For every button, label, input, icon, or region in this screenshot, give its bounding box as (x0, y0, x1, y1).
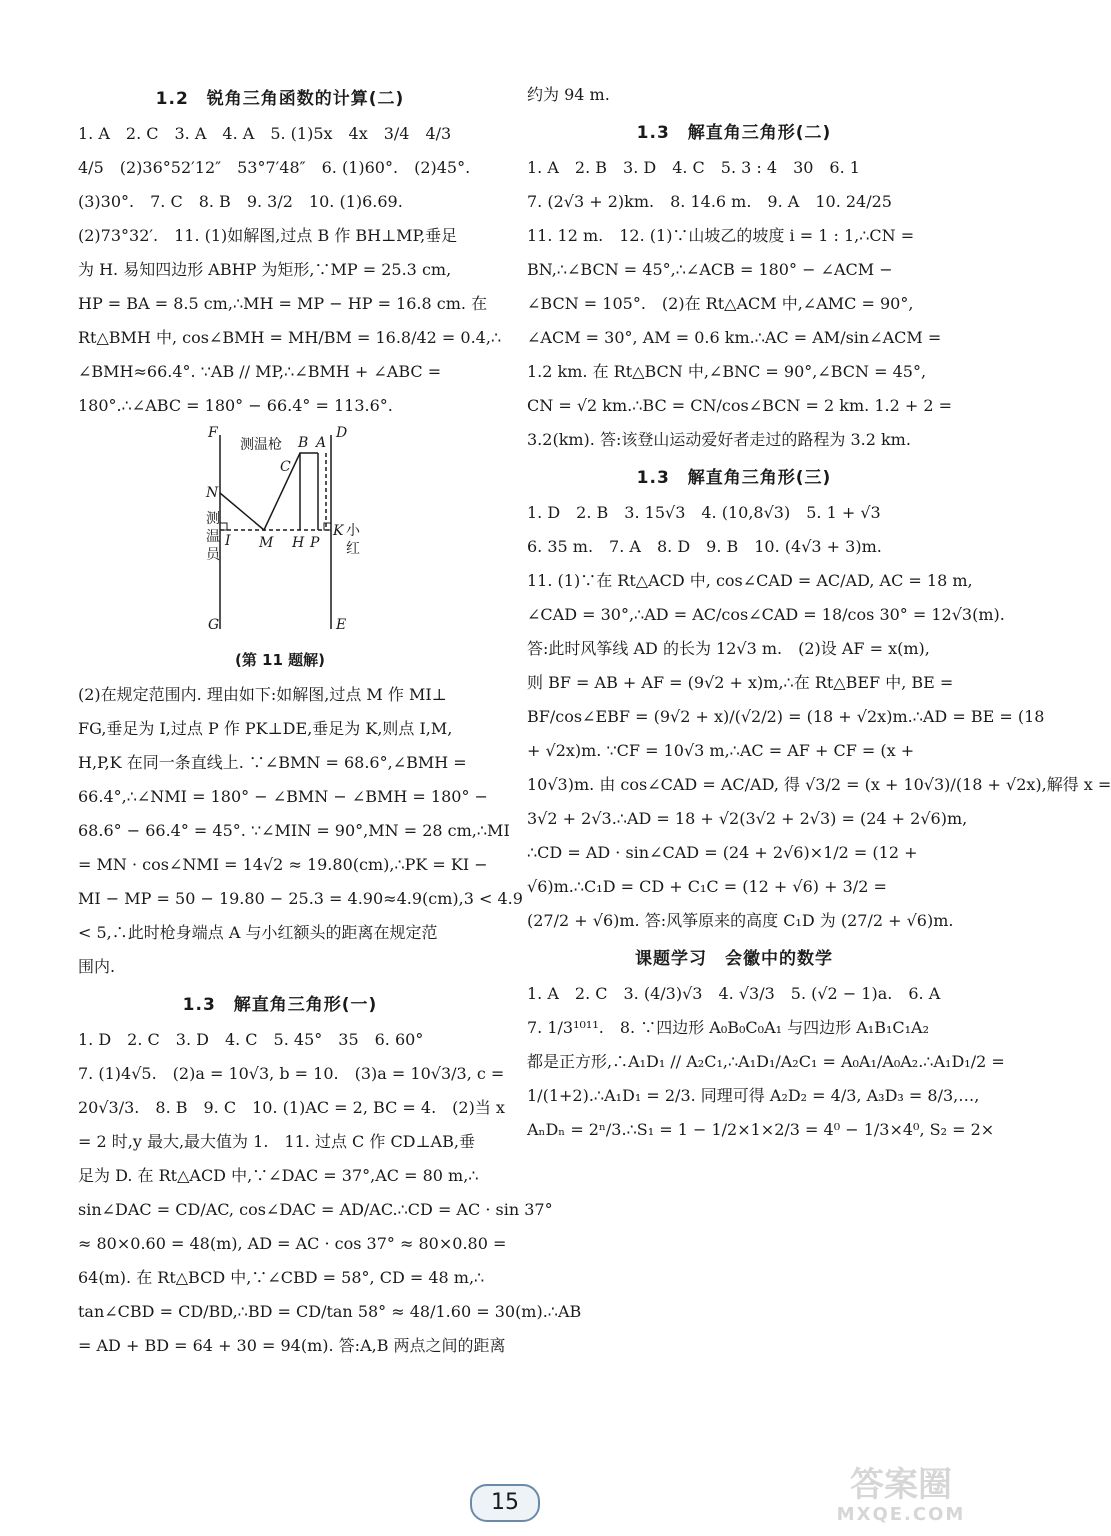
answer-line: 都是正方形,∴A₁D₁ // A₂C₁,∴A₁D₁/A₂C₁ = A₀A₁/A₀A₂.∴A₁D₁/2 = (527, 1052, 1005, 1071)
label-D: D (336, 425, 348, 441)
label-B: B (298, 435, 309, 451)
answer-line: AₙDₙ = 2ⁿ/3.∴S₁ = 1 − 1/2×1×2/3 = 4⁰ − 1/3×4⁰, S₂ = 2× (527, 1120, 995, 1139)
answer-line: 11. (1)∵在 Rt△ACD 中, cos∠CAD = AC/AD, AC = 18 m, (527, 571, 973, 590)
answer-line: (2)在规定范围内. 理由如下:如解图,过点 M 作 MI⊥ (78, 685, 447, 704)
answer-line: 围内. (78, 957, 116, 976)
answer-line: = AD + BD = 64 + 30 = 94(m). 答:A,B 两点之间的距离 (78, 1336, 506, 1355)
label-F: F (208, 425, 218, 441)
answer-line: 则 BF = AB + AF = (9√2 + x)m,∴在 Rt△BEF 中, BE = (527, 673, 954, 692)
answer-line: ∠BCN = 105°. (2)在 Rt△ACM 中,∠AMC = 90°, (527, 294, 914, 313)
section-title-1-2: 1.2 锐角三角函数的计算(二) (155, 89, 405, 109)
answer-line: (3)30°. 7. C 8. B 9. 3/2 10. (1)6.69. (78, 192, 403, 211)
answer-line: 1. A 2. C 3. A 4. A 5. (1)5x 4x 3/4 4/3 (78, 124, 452, 143)
label-A: A (316, 435, 327, 451)
answer-line: 答:此时风筝线 AD 的长为 12√3 m. (2)设 AF = x(m), (527, 639, 930, 658)
answer-line: 1. D 2. B 3. 15√3 4. (10,8√3) 5. 1 + √3 (527, 503, 881, 522)
section-title-1-3-a: 1.3 解直角三角形(一) (182, 995, 378, 1015)
geometry-figure (78, 423, 482, 653)
answer-line: 1/(1+2).∴A₁D₁ = 2/3. 同理可得 A₂D₂ = 4/3, A₃D₃ = 8/3,…, (527, 1086, 980, 1105)
answer-line: 7. (1)4√5. (2)a = 10√3, b = 10. (3)a = 10√3/3, c = (78, 1064, 505, 1083)
answer-line: 66.4°,∴∠NMI = 180° − ∠BMN − ∠BMH = 180° − (78, 787, 488, 806)
continuation-line: 约为 94 m. (527, 85, 610, 104)
answer-line: 11. 12 m. 12. (1)∵山坡乙的坡度 i = 1 : 1,∴CN = (527, 226, 915, 245)
answer-line: 180°.∴∠ABC = 180° − 66.4° = 113.6°. (78, 396, 393, 415)
label-H: H (292, 535, 305, 551)
figure-svg (78, 423, 482, 653)
xiaohong-char: 小 (346, 523, 360, 539)
answer-line: CN = √2 km.∴BC = CN/cos∠BCN = 2 km. 1.2 + 2 = (527, 396, 953, 415)
gun-label: 测温枪 (240, 437, 282, 453)
answer-line: 1. D 2. C 3. D 4. C 5. 45° 35 6. 60° (78, 1030, 424, 1049)
answer-line: ∴CD = AD · sin∠CAD = (24 + 2√6)×1/2 = (12 + (527, 843, 918, 862)
watermark-logo (806, 1465, 996, 1530)
answer-line: (2)73°32′. 11. (1)如解图,过点 B 作 BH⊥MP,垂足 (78, 226, 458, 245)
page-number: 15 (470, 1484, 540, 1522)
answer-line: H,P,K 在同一条直线上. ∵∠BMN = 68.6°,∠BMH = (78, 753, 467, 772)
tester-char: 员 (206, 547, 220, 563)
answer-line: 64(m). 在 Rt△BCD 中,∵∠CBD = 58°, CD = 48 m,∴ (78, 1268, 485, 1287)
answer-line: BF/cos∠EBF = (9√2 + x)/(√2/2) = (18 + √2x)m.∴AD = BE = (18 (527, 707, 1045, 726)
tester-char: 测 (206, 511, 220, 527)
answer-line: < 5,∴此时枪身端点 A 与小红额头的距离在规定范 (78, 923, 438, 942)
label-G: G (208, 617, 220, 633)
answer-line: BN,∴∠BCN = 45°,∴∠ACB = 180° − ∠ACM − (527, 260, 893, 279)
xiaohong-char: 红 (346, 541, 360, 557)
label-M: M (259, 535, 274, 551)
answer-line: √6)m.∴C₁D = CD + C₁C = (12 + √6) + 3/2 = (527, 877, 887, 896)
answer-line: 1. A 2. C 3. (4/3)√3 4. √3/3 5. (√2 − 1)a. 6. A (527, 984, 941, 1003)
watermark-sub: MXQE.COM (836, 1504, 966, 1525)
answer-line: = 2 时,y 最大,最大值为 1. 11. 过点 C 作 CD⊥AB,垂 (78, 1132, 475, 1151)
section-title-huihui: 课题学习 会徽中的数学 (635, 949, 833, 969)
label-K: K (333, 523, 344, 539)
answer-line: tan∠CBD = CD/BD,∴BD = CD/tan 58° ≈ 48/1.60 = 30(m).∴AB (78, 1302, 582, 1321)
answer-line: ∠CAD = 30°,∴AD = AC/cos∠CAD = 18/cos 30° = 12√3(m). (527, 605, 1005, 624)
answer-line: 68.6° − 66.4° = 45°. ∵∠MIN = 90°,MN = 28 cm,∴MI (78, 821, 510, 840)
section-title-1-3-b: 1.3 解直角三角形(二) (636, 123, 832, 143)
answer-line: 3√2 + 2√3.∴AD = 18 + √2(3√2 + 2√3) = (24 + 2√6)m, (527, 809, 968, 828)
answer-line: 1. A 2. B 3. D 4. C 5. 3 : 4 30 6. 1 (527, 158, 860, 177)
answer-line: 1.2 km. 在 Rt△BCN 中,∠BNC = 90°,∠BCN = 45°, (527, 362, 927, 381)
answer-line: MI − MP = 50 − 19.80 − 25.3 = 4.90≈4.9(cm),3 < 4.9 (78, 889, 523, 908)
answer-line: + √2x)m. ∵CF = 10√3 m,∴AC = AF + CF = (x + (527, 741, 915, 760)
answer-line: = MN · cos∠NMI = 14√2 ≈ 19.80(cm),∴PK = KI − (78, 855, 488, 874)
answer-line: 7. (2√3 + 2)km. 8. 14.6 m. 9. A 10. 24/25 (527, 192, 892, 211)
answer-line: sin∠DAC = CD/AC, cos∠DAC = AD/AC.∴CD = AC · sin 37° (78, 1200, 553, 1219)
label-P: P (310, 535, 320, 551)
answer-line: ∠ACM = 30°, AM = 0.6 km.∴AC = AM/sin∠ACM = (527, 328, 942, 347)
label-E: E (336, 617, 347, 633)
figure-caption: (第 11 题解) (234, 651, 326, 669)
answer-line: 7. 1/3¹⁰¹¹. 8. ∵四边形 A₀B₀C₀A₁ 与四边形 A₁B₁C₁A₂ (527, 1018, 929, 1037)
answer-line: 足为 D. 在 Rt△ACD 中,∵∠DAC = 37°,AC = 80 m,∴ (78, 1166, 479, 1185)
answer-line: 10√3)m. 由 cos∠CAD = AC/AD, 得 √3/2 = (x + 10√3)/(18 + √2x),解得 x = (527, 775, 1111, 794)
section-title-1-3-c: 1.3 解直角三角形(三) (636, 468, 832, 488)
right-column (527, 78, 1111, 1147)
answer-line: ≈ 80×0.60 = 48(m), AD = AC · cos 37° ≈ 80×0.80 = (78, 1234, 507, 1253)
answer-line: 6. 35 m. 7. A 8. D 9. B 10. (4√3 + 3)m. (527, 537, 882, 556)
answer-line: Rt△BMH 中, cos∠BMH = MH/BM = 16.8/42 = 0.4,∴ (78, 328, 502, 347)
tester-char: 温 (206, 529, 220, 545)
answer-line: HP = BA = 8.5 cm,∴MH = MP − HP = 16.8 cm. 在 (78, 294, 488, 313)
answer-line: (27/2 + √6)m. 答:风筝原来的高度 C₁D 为 (27/2 + √6)m. (527, 911, 954, 930)
watermark-main: 答案圈 (850, 1465, 952, 1505)
answer-line: ∠BMH≈66.4°. ∵AB // MP,∴∠BMH + ∠ABC = (78, 362, 442, 381)
answer-line: 4/5 (2)36°52′12″ 53°7′48″ 6. (1)60°. (2)45°. (78, 158, 471, 177)
label-I: I (225, 533, 231, 549)
label-C: C (280, 459, 291, 475)
answer-line: 3.2(km). 答:该登山运动爱好者走过的路程为 3.2 km. (527, 430, 911, 449)
answer-line: 20√3/3. 8. B 9. C 10. (1)AC = 2, BC = 4. (2)当 x (78, 1098, 505, 1117)
answer-line: 为 H. 易知四边形 ABHP 为矩形,∵MP = 25.3 cm, (78, 260, 452, 279)
answer-line: FG,垂足为 I,过点 P 作 PK⊥DE,垂足为 K,则点 I,M, (78, 719, 453, 738)
label-N: N (206, 485, 219, 501)
